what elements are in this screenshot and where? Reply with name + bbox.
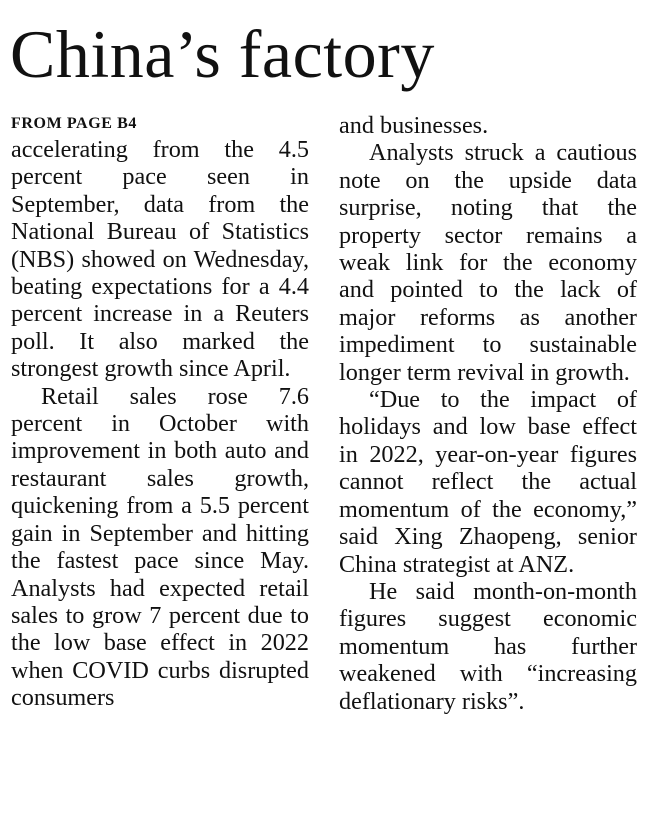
headline: China’s factory — [10, 16, 435, 92]
paragraph-quote: “Due to the impact of holidays and low base effect in 2022, year-on-year figures cannot reflect the actual momentum of the economy,” said Xing Zhaopeng, senior China strategist at ANZ. — [339, 386, 637, 578]
article-column-left — [11, 112, 309, 712]
paragraph-analysts: Analysts struck a cautious note on the upside data surprise, noting that the property sector remains a weak link for the economy and pointed to the lack of major reforms as another impediment to sustainable longer term revival in growth. — [339, 139, 637, 386]
continuation-kicker: FROM PAGE B4 — [11, 115, 138, 132]
paragraph-continued: accelerating from the 4.5 percent pace seen in September, data from the National Bureau of Statistics (NBS) showed on Wednesday, beating expectations for a 4.4 percent increase in a Reuters poll. It also marked the strongest growth since April. — [11, 136, 309, 383]
paragraph-continued-right: and businesses. — [339, 112, 489, 139]
paragraph-retail-sales: Retail sales rose 7.6 percent in October with improvement in both auto and restaurant sales growth, quickening from a 5.5 percent gain in September and hitting the fastest pace since May. Analysts had expected retail sales to grow 7 percent due to the low base effect in 2022 when COVID curbs disrupted consumers — [11, 382, 309, 712]
paragraph-month-on-month: He said month-on-month figures suggest economic momentum has further weakened with “increasing deflationary risks”. — [339, 577, 637, 715]
article-column-right — [339, 112, 637, 715]
